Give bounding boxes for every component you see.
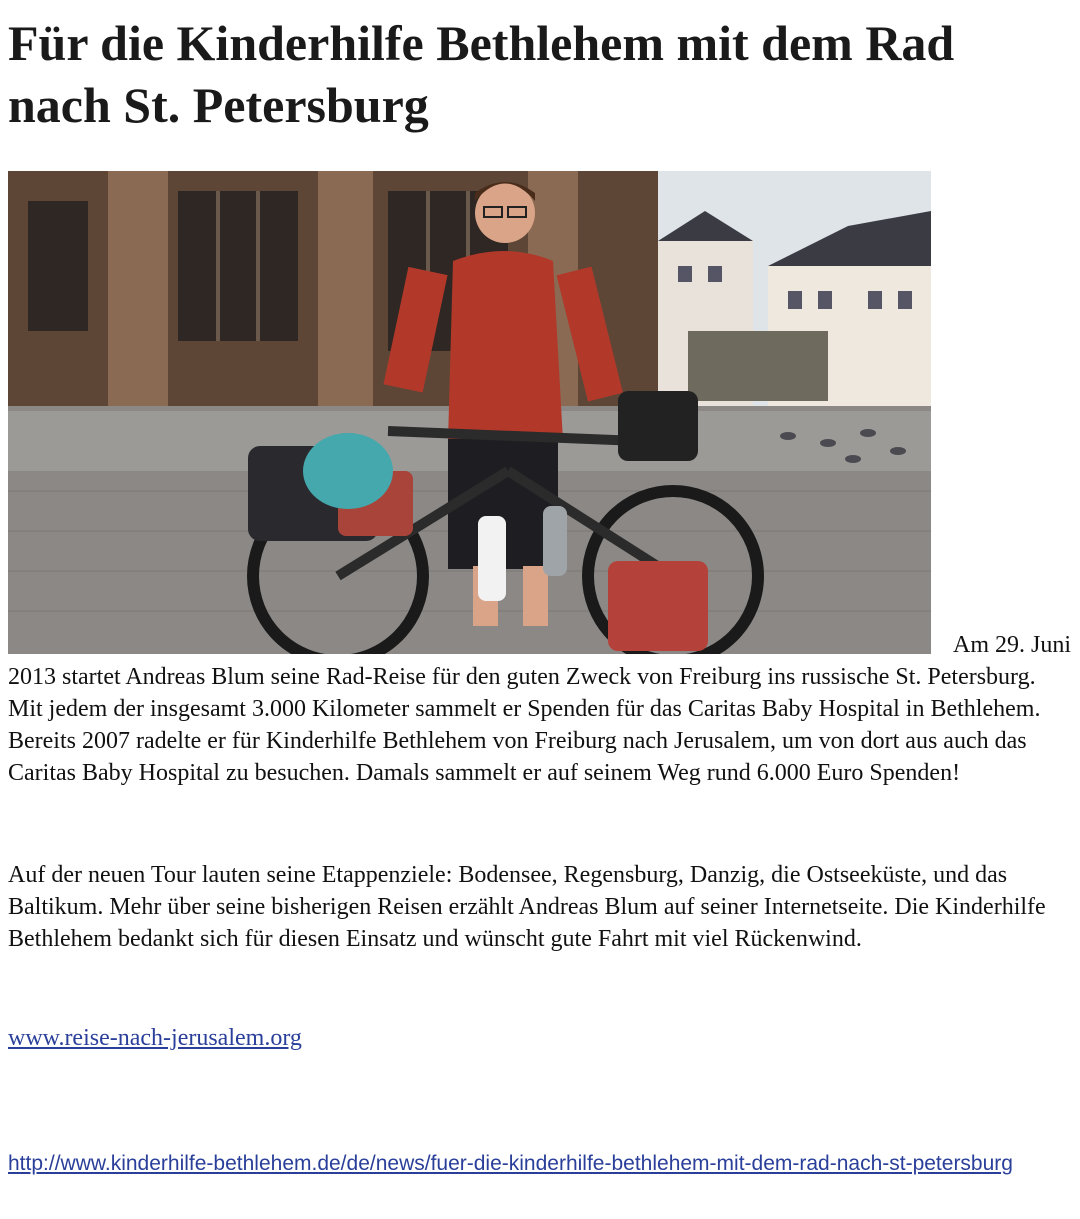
article-paragraph-2: Auf der neuen Tour lauten seine Etappenziele: Bodensee, Regensburg, Danzig, die Ostseeküste, und das Baltikum. Mehr über seine bisherigen Reisen erzählt Andreas Blum auf seiner Internetseite. Die Kinderhilfe Bethlehem bedankt sich für diesen Einsatz und wünscht gute Fahrt mit viel Rückenwind. (8, 862, 1046, 952)
lead-text: Am 29. Juni (952, 632, 1071, 658)
website-link[interactable]: www.reise-nach-jerusalem.org (8, 1025, 302, 1051)
article-photo (8, 171, 931, 654)
photo-illustration (8, 171, 931, 654)
source-url-link[interactable]: http://www.kinderhilfe-bethlehem.de/de/news/fuer-die-kinderhilfe-bethlehem-mit-dem-rad-nach-st-petersburg (8, 1152, 1013, 1175)
article-paragraph-1: 2013 startet Andreas Blum seine Rad-Reise für den guten Zweck von Freiburg ins russische St. Petersburg. Mit jedem der insgesamt 3.000 Kilometer sammelt er Spenden für das Caritas Baby Hospital in Bethlehem. Bereits 2007 radelte er für Kinderhilfe Bethlehem von Freiburg nach Jerusalem, um von dort aus auch das Caritas Baby Hospital zu besuchen. Damals sammelt er auf seinem Weg rund 6.000 Euro Spenden! (8, 664, 1041, 786)
article-title: Für die Kinderhilfe Bethlehem mit dem Rad nach St. Petersburg (8, 15, 955, 133)
